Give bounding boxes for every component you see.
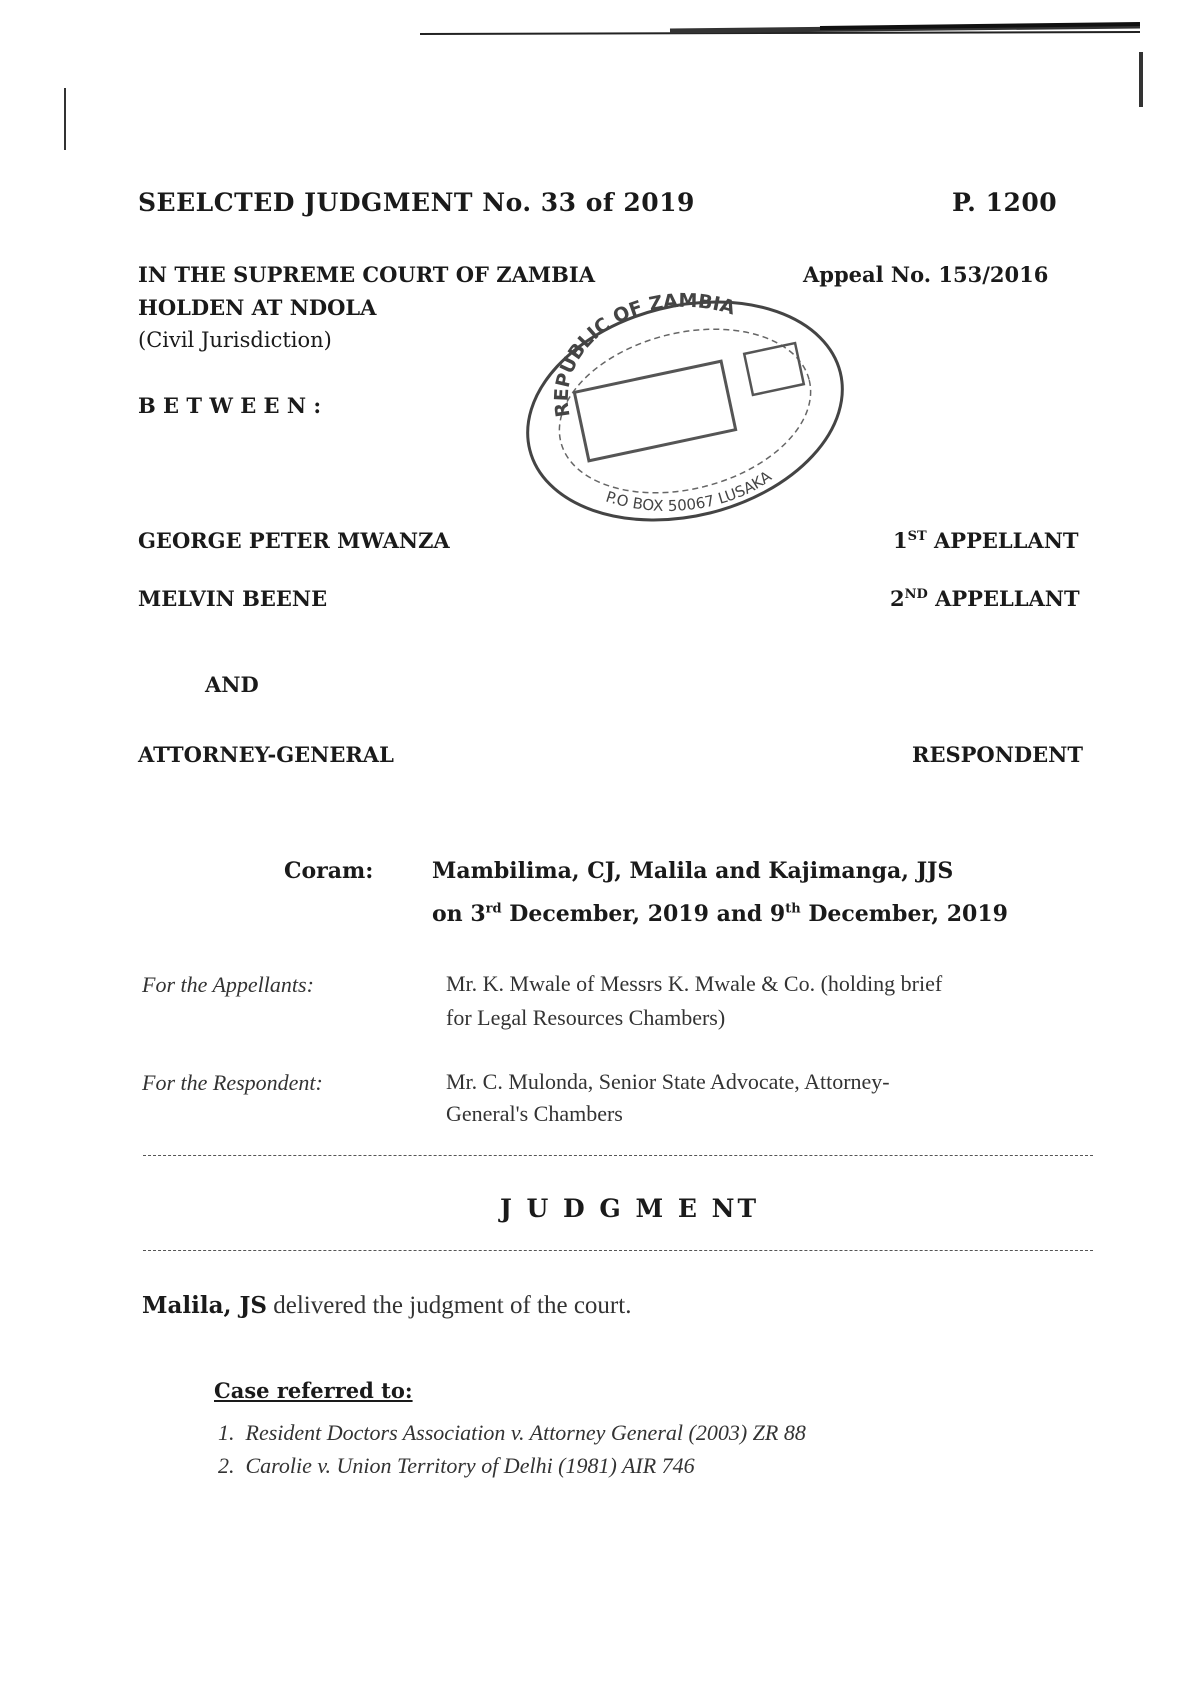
respondent-counsel-line-2: General's Chambers xyxy=(446,1101,623,1126)
and-separator: AND xyxy=(205,672,259,697)
appellant-2-ordinal: 2 xyxy=(890,586,905,611)
coram-judges: Mambilima, CJ, Malila and Kajimanga, JJS xyxy=(432,858,954,884)
court-jurisdiction: (Civil Jurisdiction) xyxy=(138,328,332,352)
appellant-1-name: GEORGE PETER MWANZA xyxy=(138,528,450,553)
appellant-1-role-text: APPELLANT xyxy=(934,528,1079,553)
case-number-2: 2. xyxy=(218,1453,246,1478)
scan-edge-line xyxy=(420,22,1140,36)
appellant-2-ordinal-suffix: ND xyxy=(904,587,928,602)
case-item-2 xyxy=(218,1453,695,1479)
scan-mark-right xyxy=(1139,52,1143,107)
court-name: IN THE SUPREME COURT OF ZAMBIA xyxy=(138,262,595,287)
stamp-top-text: REPUBLIC OF ZAMBIA xyxy=(550,289,738,419)
court-location: HOLDEN AT NDOLA xyxy=(138,295,377,320)
date-end: December, 2019 xyxy=(800,901,1008,927)
case-text-1: Resident Doctors Association v. Attorney General (2003) ZR 88 xyxy=(245,1420,806,1445)
appellants-counsel-line-1: Mr. K. Mwale of Messrs K. Mwale & Co. (holding brief xyxy=(446,971,943,996)
date-sup-1: rd xyxy=(485,901,502,917)
delivering-judge: Malila, JS xyxy=(142,1292,267,1319)
date-mid: December, 2019 and 9 xyxy=(501,901,786,927)
court-stamp xyxy=(510,286,855,536)
appeal-number: Appeal No. 153/2016 xyxy=(803,262,1049,287)
respondent-role: RESPONDENT xyxy=(912,742,1083,767)
appellant-2-role xyxy=(890,586,1080,611)
case-number-1: 1. xyxy=(218,1420,246,1445)
delivered-text: delivered the judgment of the court. xyxy=(266,1292,632,1319)
stamp-bottom-text: P.O BOX 50067 LUSAKA xyxy=(603,467,775,515)
page-number: P. 1200 xyxy=(952,188,1058,217)
respondent-counsel-label: For the Respondent: xyxy=(142,1070,323,1095)
judgment-heading: J U D G M E NT xyxy=(500,1194,760,1223)
appellant-1-ordinal: 1 xyxy=(893,528,908,553)
appellant-1-role xyxy=(893,528,1079,553)
divider-top xyxy=(143,1155,1093,1156)
coram-dates xyxy=(432,901,1008,927)
date-on: on 3 xyxy=(432,901,486,927)
svg-text:REPUBLIC OF ZAMBIA xyxy=(551,290,738,419)
respondent-counsel-line-1: Mr. C. Mulonda, Senior State Advocate, Attorney- xyxy=(446,1069,890,1094)
appellants-counsel-label: For the Appellants: xyxy=(142,972,314,997)
appellant-2-name: MELVIN BEENE xyxy=(138,586,328,611)
judgment-title: SEELCTED JUDGMENT No. 33 of 2019 xyxy=(138,188,695,217)
appellants-counsel-line-2: for Legal Resources Chambers) xyxy=(446,1005,726,1030)
divider-bottom xyxy=(143,1250,1093,1251)
coram-label: Coram: xyxy=(284,858,374,884)
svg-text:P.O BOX 50067 LUSAKA xyxy=(604,467,776,515)
date-sup-2: th xyxy=(785,901,801,917)
cases-heading: Case referred to: xyxy=(214,1378,413,1403)
appellant-1-ordinal-suffix: ST xyxy=(907,529,927,544)
delivered-line xyxy=(142,1292,631,1320)
appellant-2-role-text: APPELLANT xyxy=(935,586,1080,611)
case-text-2: Carolie v. Union Territory of Delhi (1981) AIR 746 xyxy=(245,1453,695,1478)
scan-mark-left xyxy=(64,88,66,150)
between-label: B E T W E E N : xyxy=(138,393,322,418)
respondent-name: ATTORNEY-GENERAL xyxy=(138,742,394,767)
case-item-1 xyxy=(218,1420,806,1446)
